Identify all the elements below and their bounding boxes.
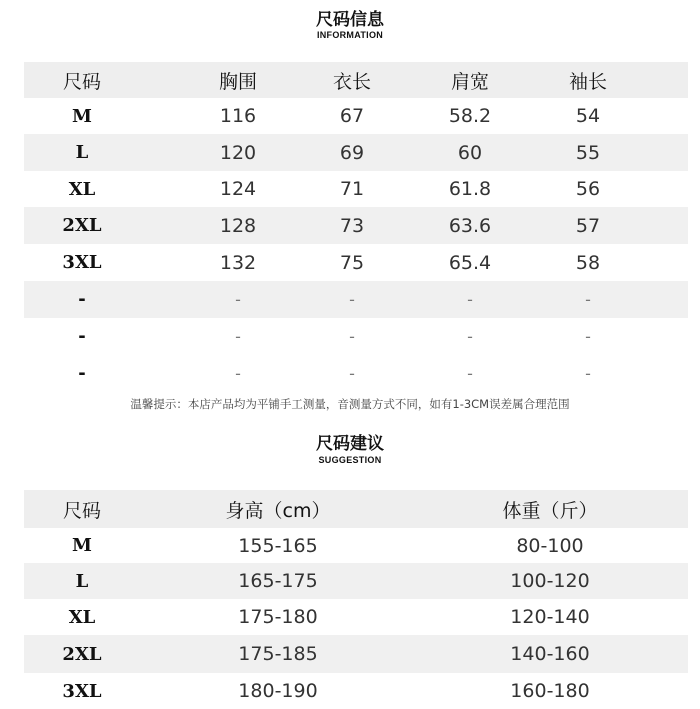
value-cell: 57 [575, 214, 601, 237]
value-cell: - [349, 327, 355, 346]
value-cell: 69 [339, 141, 365, 164]
value-cell: 67 [339, 105, 365, 127]
value-cell: - [235, 327, 241, 346]
table-header-row [24, 62, 688, 98]
value-cell: 140-160 [510, 643, 590, 665]
table-row [24, 98, 688, 134]
value-cell: 116 [219, 105, 257, 127]
header-cell: 尺码 [62, 70, 102, 93]
value-cell: 71 [339, 178, 365, 200]
value-cell: 80-100 [516, 534, 584, 557]
value-cell: - [349, 363, 355, 383]
size-cell: 2XL [62, 215, 102, 236]
header-cell: 衣长 [332, 70, 372, 93]
header-cell: 肩宽 [450, 70, 490, 93]
value-cell: - [349, 290, 355, 309]
size-cell: XL [68, 178, 96, 200]
info-title: 尺码信息 [316, 10, 384, 30]
value-cell: 58.2 [448, 105, 492, 127]
header-cell: 体重（斤） [502, 499, 598, 522]
suggestion-title: 尺码建议 [316, 434, 384, 454]
value-cell: 124 [219, 178, 257, 200]
size-cell: M [72, 535, 92, 556]
table-row [24, 528, 688, 563]
suggestion-subtitle: SUGGESTION [318, 455, 382, 465]
value-cell: - [585, 290, 591, 309]
table-header-row [24, 490, 688, 528]
value-cell: - [467, 363, 473, 383]
measurement-tip: 温馨提示：本店产品均为平铺手工测量，音测量方式不同，如有1-3CM误差属合理范围 [130, 397, 570, 411]
size-info-table [24, 62, 688, 391]
value-cell: 165-175 [238, 570, 318, 592]
table-row [24, 673, 688, 709]
table-row [24, 355, 688, 391]
value-cell: - [467, 327, 473, 346]
size-cell: 2XL [62, 643, 102, 665]
size-cell: M [72, 105, 92, 127]
value-cell: 73 [339, 214, 365, 237]
size-cell: - [78, 326, 86, 347]
value-cell: 54 [575, 105, 601, 127]
value-cell: 175-185 [238, 643, 318, 665]
table-row [24, 244, 688, 281]
value-cell: 120 [219, 141, 257, 164]
value-cell: 100-120 [510, 570, 590, 592]
header-cell: 袖长 [568, 70, 608, 93]
table-row [24, 599, 688, 635]
value-cell: - [585, 363, 591, 383]
value-cell: 160-180 [510, 680, 590, 702]
size-suggestion-table [24, 490, 688, 709]
size-cell: - [78, 362, 86, 384]
table-row [24, 281, 688, 318]
table-row [24, 563, 688, 599]
value-cell: 180-190 [238, 680, 318, 702]
value-cell: 58 [575, 251, 601, 274]
table-row [24, 171, 688, 207]
header-cell: 身高（cm） [225, 499, 331, 522]
table-row [24, 207, 688, 244]
size-cell: 3XL [62, 680, 102, 702]
value-cell: 60 [457, 141, 483, 164]
size-cell: - [78, 289, 86, 310]
value-cell: - [235, 290, 241, 309]
header-cell: 尺码 [62, 499, 102, 522]
value-cell: 55 [575, 141, 601, 164]
table-row [24, 134, 688, 171]
size-cell: XL [68, 606, 96, 628]
value-cell: 155-165 [238, 534, 318, 557]
value-cell: - [235, 363, 241, 383]
header-cell: 胸围 [218, 70, 258, 93]
value-cell: - [467, 290, 473, 309]
size-cell: 3XL [62, 252, 102, 273]
size-cell: L [75, 570, 89, 592]
value-cell: 175-180 [238, 606, 318, 628]
value-cell: 128 [219, 214, 257, 237]
value-cell: 120-140 [510, 606, 590, 628]
value-cell: - [585, 327, 591, 346]
table-row [24, 318, 688, 355]
size-cell: L [75, 142, 89, 163]
value-cell: 63.6 [448, 214, 492, 237]
info-subtitle: INFORMATION [316, 30, 384, 40]
value-cell: 61.8 [448, 178, 492, 200]
table-row [24, 635, 688, 673]
value-cell: 56 [575, 178, 601, 200]
value-cell: 132 [219, 251, 257, 274]
value-cell: 65.4 [448, 251, 492, 274]
value-cell: 75 [339, 251, 365, 274]
